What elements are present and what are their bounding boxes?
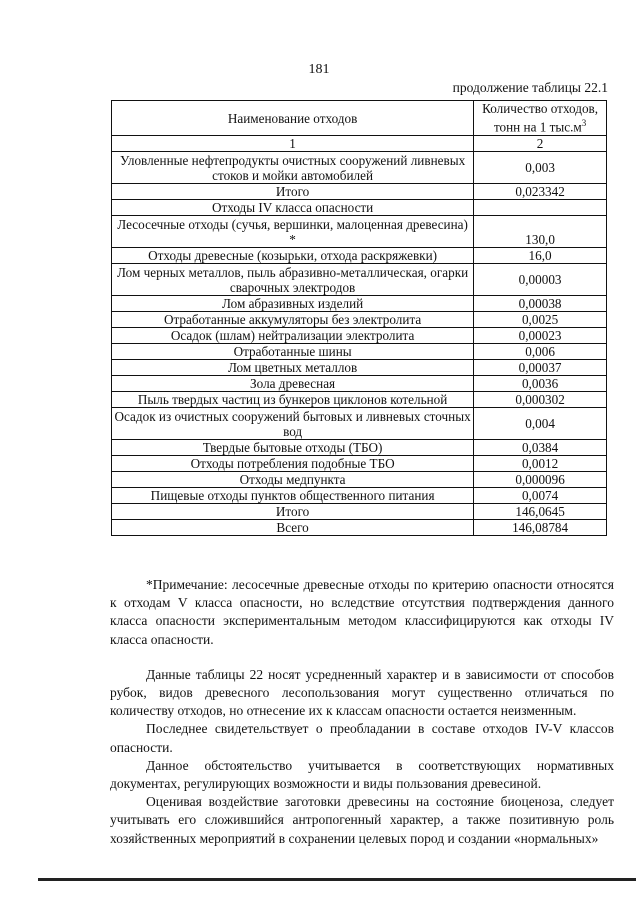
- waste-quantity-cell: 0,000302: [474, 392, 607, 408]
- footer-rule: [38, 878, 636, 881]
- waste-quantity-cell: 0,0384: [474, 440, 607, 456]
- waste-name-cell: Отработанные аккумуляторы без электролита: [112, 312, 474, 328]
- table-row: [112, 264, 607, 296]
- column-number-row: [112, 136, 607, 152]
- waste-name-cell: Уловленные нефтепродукты очистных сооружений ливневых стоков и мойки автомобилей: [112, 152, 474, 184]
- table-row: [112, 344, 607, 360]
- table-row: [112, 520, 607, 536]
- table-continuation-label: продолжение таблицы 22.1: [452, 80, 608, 95]
- waste-name-cell: Пищевые отходы пунктов общественного питания: [112, 488, 474, 504]
- header-waste-quantity: [474, 101, 607, 136]
- table-row: [112, 408, 607, 440]
- body-paragraph: Оценивая воздействие заготовки древесины на состояние биоценоза, следует учитывать его сложившийся антропогенный характер, а также позитивную роль хозяйственных мероприятий в сохранении целевых пород и создании «нормальных»: [110, 794, 614, 846]
- waste-name-cell: Осадок из очистных сооружений бытовых и ливневых сточных вод: [112, 408, 474, 440]
- table-row: [112, 328, 607, 344]
- table-header-row: [112, 101, 607, 136]
- body-paragraph: Данные таблицы 22 носят усредненный характер и в зависимости от способов рубок, видов древесного лесопользования могут существенно отличаться по количеству отходов, но отнесение их к классам опасности остается неизменным.: [110, 666, 614, 719]
- table-row: [112, 312, 607, 328]
- waste-name-cell: Отходы потребления подобные ТБО: [112, 456, 474, 472]
- body-paragraph: Данное обстоятельство учитывается в соответствующих нормативных документах, регулирующих возможности и виды пользования древесиной.: [110, 757, 614, 792]
- waste-quantity-cell: 146,0645: [474, 504, 607, 520]
- table-row: [112, 360, 607, 376]
- body-paragraph: Последнее свидетельствует о преобладании в составе отходов IV-V классов опасности.: [110, 721, 614, 755]
- table-row: [112, 376, 607, 392]
- waste-quantity-cell: 0,006: [474, 344, 607, 360]
- waste-name-cell: Отходы IV класса опасности: [112, 200, 474, 216]
- waste-name-cell: Пыль твердых частиц из бункеров циклонов котельной: [112, 392, 474, 408]
- waste-quantity-cell: 0,00003: [474, 264, 607, 296]
- waste-quantity-cell: 0,00037: [474, 360, 607, 376]
- waste-name-cell: Отходы медпункта: [112, 472, 474, 488]
- table-row: [112, 504, 607, 520]
- waste-name-cell: Твердые бытовые отходы (ТБО): [112, 440, 474, 456]
- header-quantity-line1: Количество отходов,: [482, 101, 599, 117]
- waste-quantity-cell: 146,08784: [474, 520, 607, 536]
- table-row: [112, 472, 607, 488]
- table-row: [112, 296, 607, 312]
- waste-quantity-cell: 0,000096: [474, 472, 607, 488]
- waste-quantity-cell: 16,0: [474, 248, 607, 264]
- waste-name-cell: Отходы древесные (козырьки, отхода раскряжевки): [112, 248, 474, 264]
- table-row: [112, 440, 607, 456]
- page-number: 181: [308, 62, 330, 77]
- table-row: [112, 488, 607, 504]
- waste-quantity-cell: 0,0074: [474, 488, 607, 504]
- waste-name-cell: Лом цветных металлов: [112, 360, 474, 376]
- table-row: [112, 152, 607, 184]
- notes-text: [110, 576, 614, 848]
- header-quantity-line2: тонн на 1 тыс.м: [493, 119, 582, 135]
- waste-name-cell: Итого: [112, 504, 474, 520]
- table-row: [112, 216, 607, 248]
- waste-quantity-cell: 130,0: [474, 216, 607, 248]
- waste-name-cell: Лом абразивных изделий: [112, 296, 474, 312]
- table-row: [112, 248, 607, 264]
- waste-quantity-cell: 0,023342: [474, 184, 607, 200]
- waste-name-cell: Итого: [112, 184, 474, 200]
- column-number: 2: [474, 136, 607, 152]
- waste-quantity-cell: 0,0025: [474, 312, 607, 328]
- waste-name-cell: Лесосечные отходы (сучья, вершинки, малоценная древесина) *: [112, 216, 474, 248]
- waste-quantity-cell: 0,00038: [474, 296, 607, 312]
- table-row: [112, 200, 607, 216]
- table-row: [112, 184, 607, 200]
- waste-quantity-cell: 0,0036: [474, 376, 607, 392]
- header-quantity-sup: 3: [581, 118, 587, 129]
- table-row: [112, 456, 607, 472]
- footnote-paragraph: *Примечание: лесосечные древесные отходы по критерию опасности относятся к отходам V класса опасности, но вследствие отсутствия подтверждения данного класса опасности экспериментальным методом классифицируются как отходы IV класса опасности.: [110, 577, 614, 647]
- waste-quantity-cell: 0,004: [474, 408, 607, 440]
- waste-quantity-cell: 0,0012: [474, 456, 607, 472]
- table-row: [112, 392, 607, 408]
- waste-name-cell: Осадок (шлам) нейтрализации электролита: [112, 328, 474, 344]
- waste-quantity-cell: 0,00023: [474, 328, 607, 344]
- waste-name-cell: Всего: [112, 520, 474, 536]
- header-waste-name: Наименование отходов: [112, 101, 474, 136]
- waste-name-cell: Отработанные шины: [112, 344, 474, 360]
- column-number: 1: [112, 136, 474, 152]
- waste-name-cell: Лом черных металлов, пыль абразивно-металлическая, огарки сварочных электродов: [112, 264, 474, 296]
- waste-quantity-cell: 0,003: [474, 152, 607, 184]
- waste-table: [111, 100, 607, 536]
- waste-quantity-cell: [474, 200, 607, 216]
- waste-name-cell: Зола древесная: [112, 376, 474, 392]
